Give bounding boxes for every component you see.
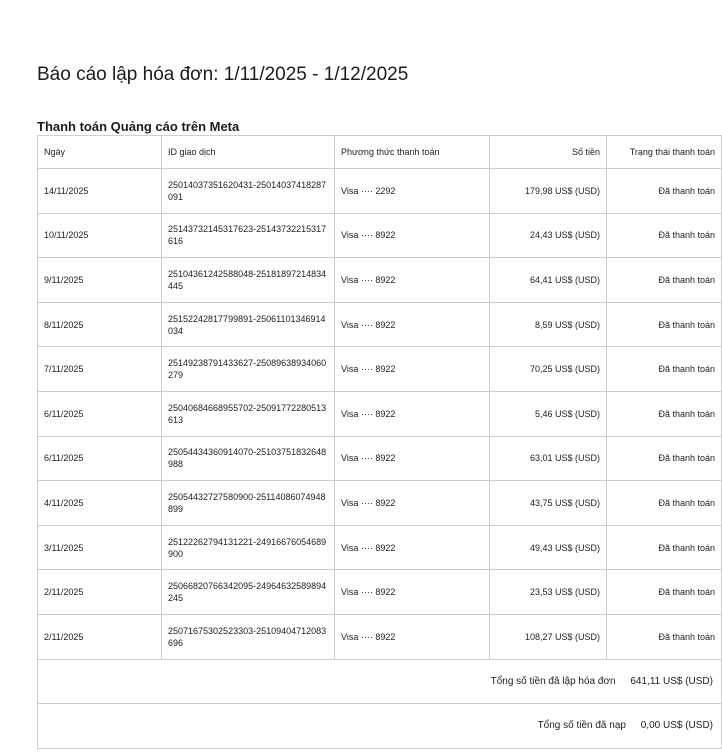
row-payment-method: Visa ···· 8922 bbox=[335, 347, 490, 392]
table-row bbox=[38, 614, 722, 659]
report-title: Báo cáo lập hóa đơn: 1/11/2025 - 1/12/2025 bbox=[37, 64, 409, 85]
header-status: Trạng thái thanh toán bbox=[607, 136, 722, 169]
row-transaction-id: 25143732145317623-25143732215317616 bbox=[162, 213, 335, 258]
row-date: 2/11/2025 bbox=[38, 614, 162, 659]
row-transaction-id: 25054434360914070-25103751832648988 bbox=[162, 436, 335, 481]
row-payment-method: Visa ···· 8922 bbox=[335, 614, 490, 659]
row-date: 8/11/2025 bbox=[38, 302, 162, 347]
table-header-row bbox=[38, 136, 722, 169]
row-amount: 179,98 US$ (USD) bbox=[490, 169, 607, 214]
row-transaction-id: 25071675302523303-25109404712083696 bbox=[162, 614, 335, 659]
row-status: Đã thanh toán bbox=[607, 169, 722, 214]
row-status: Đã thanh toán bbox=[607, 481, 722, 526]
table-row bbox=[38, 213, 722, 258]
table-row bbox=[38, 169, 722, 214]
header-date: Ngày bbox=[38, 136, 162, 169]
row-transaction-id: 25152242817799891-25061101346914034 bbox=[162, 302, 335, 347]
row-transaction-id: 25122262794131221-24916676054689900 bbox=[162, 525, 335, 570]
row-amount: 70,25 US$ (USD) bbox=[490, 347, 607, 392]
row-transaction-id: 25149238791433627-25089638934060279 bbox=[162, 347, 335, 392]
row-status: Đã thanh toán bbox=[607, 391, 722, 436]
row-transaction-id: 25104361242588048-25181897214834445 bbox=[162, 258, 335, 303]
row-status: Đã thanh toán bbox=[607, 436, 722, 481]
table-row bbox=[38, 570, 722, 615]
row-transaction-id: 25014037351620431-25014037418287091 bbox=[162, 169, 335, 214]
row-status: Đã thanh toán bbox=[607, 258, 722, 303]
row-date: 6/11/2025 bbox=[38, 436, 162, 481]
total-funded-cell bbox=[38, 704, 722, 749]
row-date: 2/11/2025 bbox=[38, 570, 162, 615]
row-amount: 64,41 US$ (USD) bbox=[490, 258, 607, 303]
invoice-table bbox=[37, 135, 722, 749]
row-payment-method: Visa ···· 8922 bbox=[335, 481, 490, 526]
row-transaction-id: 25054432727580900-25114086074948899 bbox=[162, 481, 335, 526]
row-amount: 43,75 US$ (USD) bbox=[490, 481, 607, 526]
row-payment-method: Visa ···· 8922 bbox=[335, 302, 490, 347]
row-status: Đã thanh toán bbox=[607, 347, 722, 392]
total-billed-cell bbox=[38, 659, 722, 704]
row-payment-method: Visa ···· 8922 bbox=[335, 391, 490, 436]
table-row bbox=[38, 481, 722, 526]
table-row bbox=[38, 258, 722, 303]
table-row bbox=[38, 302, 722, 347]
row-amount: 63,01 US$ (USD) bbox=[490, 436, 607, 481]
header-amount: Số tiền bbox=[490, 136, 607, 169]
header-payment-method: Phương thức thanh toán bbox=[335, 136, 490, 169]
table-row bbox=[38, 391, 722, 436]
row-status: Đã thanh toán bbox=[607, 302, 722, 347]
row-status: Đã thanh toán bbox=[607, 570, 722, 615]
total-billed-value: 641,11 US$ (USD) bbox=[630, 675, 713, 687]
total-funded-value: 0,00 US$ (USD) bbox=[640, 720, 713, 732]
row-date: 6/11/2025 bbox=[38, 391, 162, 436]
row-amount: 49,43 US$ (USD) bbox=[490, 525, 607, 570]
row-date: 7/11/2025 bbox=[38, 347, 162, 392]
row-amount: 23,53 US$ (USD) bbox=[490, 570, 607, 615]
table-row bbox=[38, 436, 722, 481]
row-payment-method: Visa ···· 8922 bbox=[335, 525, 490, 570]
row-date: 3/11/2025 bbox=[38, 525, 162, 570]
total-funded-row bbox=[38, 704, 722, 749]
row-payment-method: Visa ···· 8922 bbox=[335, 436, 490, 481]
table-row bbox=[38, 525, 722, 570]
total-funded-label: Tổng số tiền đã nạp bbox=[537, 720, 626, 732]
row-date: 14/11/2025 bbox=[38, 169, 162, 214]
row-payment-method: Visa ···· 2292 bbox=[335, 169, 490, 214]
row-payment-method: Visa ···· 8922 bbox=[335, 213, 490, 258]
total-billed-row bbox=[38, 659, 722, 704]
row-amount: 24,43 US$ (USD) bbox=[490, 213, 607, 258]
row-status: Đã thanh toán bbox=[607, 525, 722, 570]
row-payment-method: Visa ···· 8922 bbox=[335, 258, 490, 303]
row-date: 9/11/2025 bbox=[38, 258, 162, 303]
row-transaction-id: 25040684668955702-25091772280513613 bbox=[162, 391, 335, 436]
table-row bbox=[38, 347, 722, 392]
row-amount: 5,46 US$ (USD) bbox=[490, 391, 607, 436]
row-transaction-id: 25066820766342095-24964632589894245 bbox=[162, 570, 335, 615]
row-status: Đã thanh toán bbox=[607, 614, 722, 659]
row-date: 4/11/2025 bbox=[38, 481, 162, 526]
header-transaction-id: ID giao dịch bbox=[162, 136, 335, 169]
row-payment-method: Visa ···· 8922 bbox=[335, 570, 490, 615]
row-date: 10/11/2025 bbox=[38, 213, 162, 258]
row-status: Đã thanh toán bbox=[607, 213, 722, 258]
section-title: Thanh toán Quảng cáo trên Meta bbox=[37, 119, 240, 134]
row-amount: 8,59 US$ (USD) bbox=[490, 302, 607, 347]
row-amount: 108,27 US$ (USD) bbox=[490, 614, 607, 659]
total-billed-label: Tổng số tiền đã lập hóa đơn bbox=[490, 675, 616, 687]
